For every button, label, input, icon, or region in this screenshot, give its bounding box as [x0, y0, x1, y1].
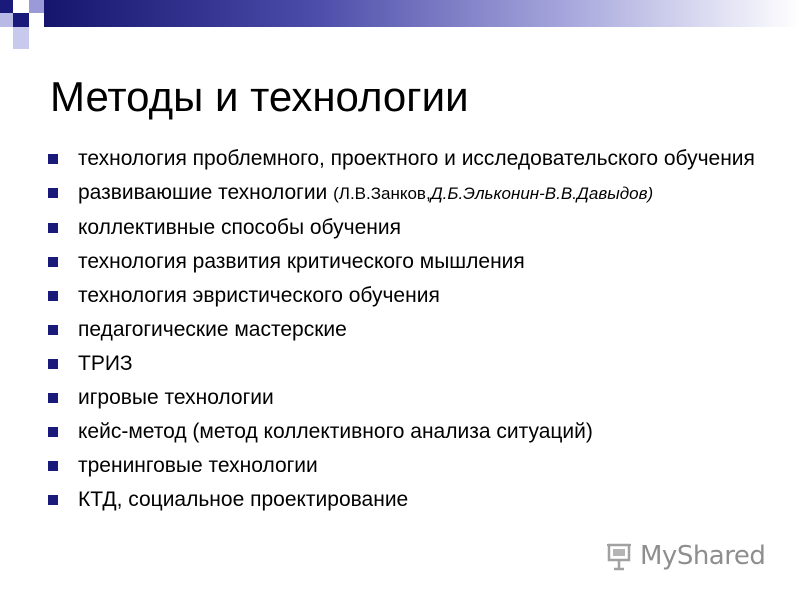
bullet-square-icon — [48, 188, 58, 198]
list-item — [48, 181, 768, 205]
list-item — [48, 352, 768, 375]
watermark — [606, 538, 765, 574]
header-square-light — [29, 0, 44, 13]
header-square-dark-2 — [13, 13, 29, 27]
presentation-board-icon — [606, 541, 634, 571]
list-item — [48, 284, 768, 307]
slide-title: Методы и технологии — [50, 73, 469, 120]
list-item — [48, 318, 768, 341]
header-square-white — [13, 0, 29, 13]
list-item-text: технология развития критического мышления — [78, 250, 525, 273]
list-item — [48, 250, 768, 273]
watermark-text: MyShared — [640, 541, 766, 571]
list-item-text: технология эвристического обучения — [78, 284, 440, 307]
bullet-square-icon — [48, 257, 58, 267]
bullet-square-icon — [48, 461, 58, 471]
bullet-square-icon — [48, 495, 58, 505]
list-item-text: игровые технологии — [78, 386, 274, 409]
list-item-text: развиваюшие технологии — [78, 181, 334, 204]
list-item — [48, 488, 768, 511]
list-item — [48, 420, 768, 443]
bullet-square-icon — [48, 154, 58, 164]
list-item — [48, 216, 768, 239]
bullet-list — [48, 147, 768, 522]
bullet-square-icon — [48, 291, 58, 301]
list-item — [48, 454, 768, 477]
header-square-pale-2 — [13, 27, 29, 49]
list-item-text: КТД, социальное проектирование — [78, 488, 409, 511]
bullet-square-icon — [48, 427, 58, 437]
list-item-text: тренинговые технологии — [78, 454, 318, 477]
header-square-dark — [0, 0, 13, 13]
list-item — [48, 386, 768, 409]
list-item — [48, 147, 768, 170]
bullet-square-icon — [48, 393, 58, 403]
bullet-square-icon — [48, 223, 58, 233]
bullet-square-icon — [48, 325, 58, 335]
list-item-text: коллективные способы обучения — [78, 216, 401, 239]
header-gradient-bar — [44, 0, 800, 27]
list-item-text: кейс-метод (метод коллективного анализа ситуаций) — [78, 420, 593, 443]
list-item-text: ТРИЗ — [78, 352, 133, 375]
list-item-note-upright: (Л.В.Занков, — [333, 184, 431, 203]
bullet-square-icon — [48, 359, 58, 369]
header-square-pale — [0, 13, 13, 27]
list-item-text: технология проблемного, проектного и исследовательского обучения — [78, 147, 755, 170]
list-item-note: Д.Б.Эльконин-В.В.Давыдов) — [430, 184, 654, 203]
list-item-text: педагогические мастерские — [78, 318, 347, 341]
